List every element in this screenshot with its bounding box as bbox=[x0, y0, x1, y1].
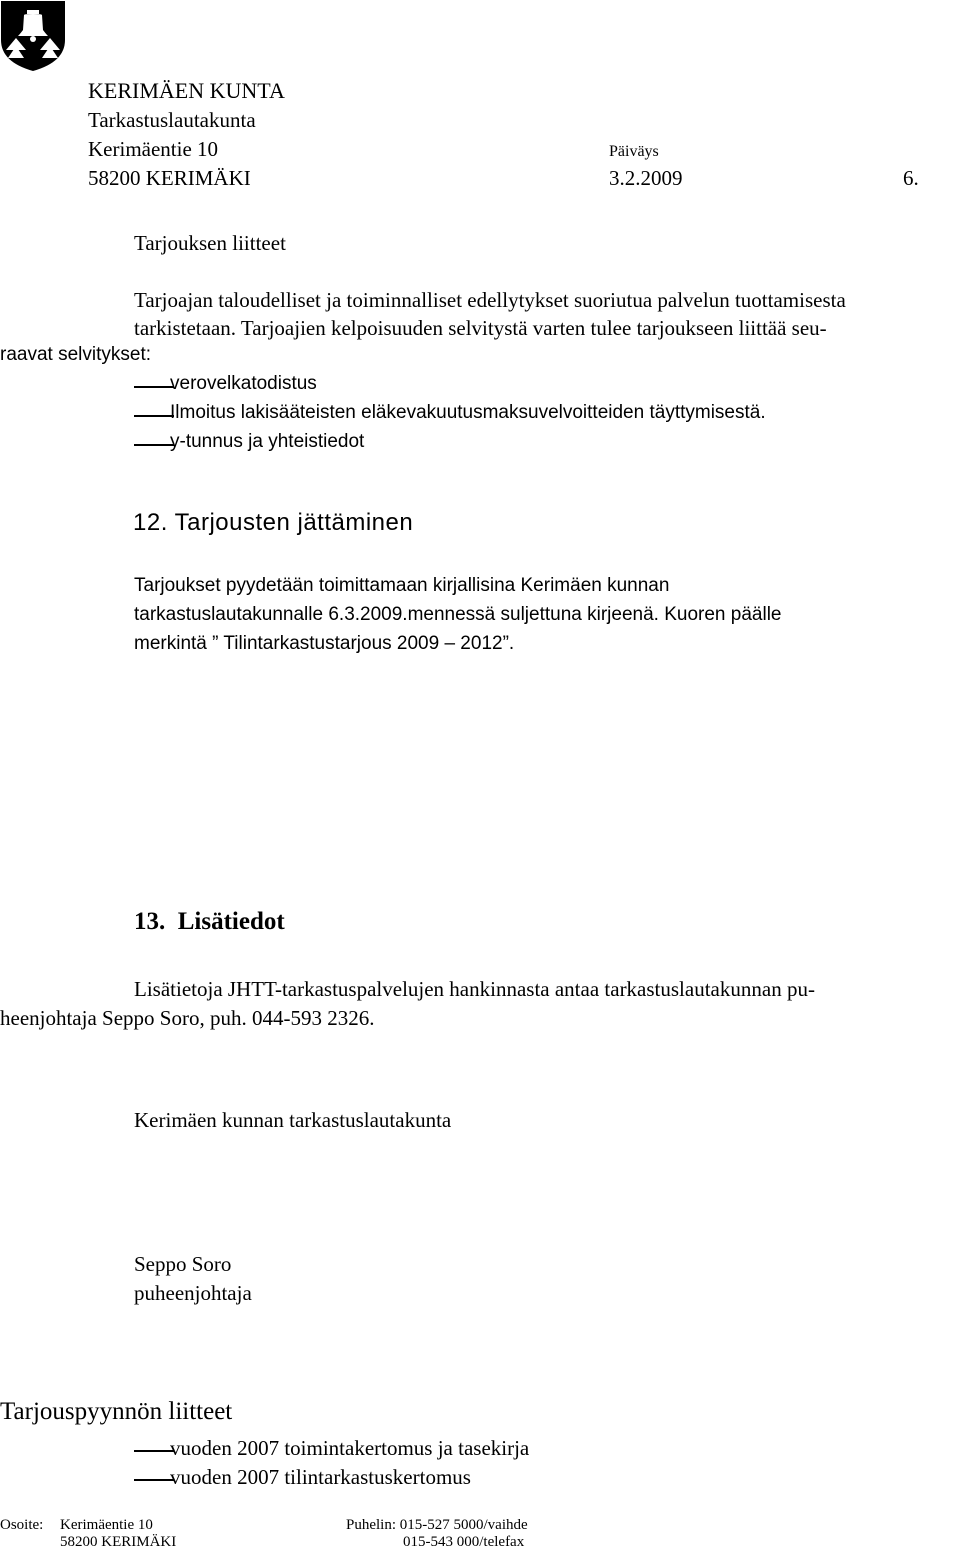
date-label: Päiväys bbox=[609, 143, 659, 160]
attachments-heading: Tarjouksen liitteet bbox=[134, 231, 286, 255]
header-city: 58200 KERIMÄKI bbox=[88, 166, 251, 190]
list-item: vuoden 2007 toimintakertomus ja tasekirja bbox=[170, 1436, 530, 1460]
section-12-line3: merkintä ” Tilintarkastustarjous 2009 – 2012”. bbox=[134, 633, 515, 654]
attachments-text-line1: Tarjoajan taloudelliset ja toiminnalliset edellytykset suoriutua palvelun tuottamisesta bbox=[134, 288, 846, 312]
footer-city: 58200 KERIMÄKI bbox=[60, 1534, 177, 1550]
section-12-heading: 12. Tarjousten jättäminen bbox=[133, 509, 414, 536]
attachments-text-line2: tarkistetaan. Tarjoajien kelpoisuuden selvitystä varten tulee tarjoukseen liittää seu- bbox=[134, 316, 827, 340]
coat-of-arms-logo-icon bbox=[0, 0, 66, 72]
list-bullet-dash bbox=[134, 415, 174, 417]
request-attachments-heading: Tarjouspyynnön liitteet bbox=[0, 1398, 233, 1425]
org-name: KERIMÄEN KUNTA bbox=[88, 78, 285, 103]
list-item: y-tunnus ja yhteistiedot bbox=[170, 431, 365, 452]
footer-phone: Puhelin: 015-527 5000/vaihde bbox=[346, 1517, 528, 1533]
list-item: verovelkatodistus bbox=[170, 373, 317, 394]
list-item: vuoden 2007 tilintarkastuskertomus bbox=[170, 1465, 471, 1489]
footer-address-label: Osoite: bbox=[0, 1517, 44, 1533]
section-13-line2: heenjohtaja Seppo Soro, puh. 044-593 2326. bbox=[0, 1006, 375, 1030]
department-name: Tarkastuslautakunta bbox=[88, 108, 256, 132]
signature-name: Seppo Soro bbox=[134, 1252, 232, 1276]
section-12-line2: tarkastuslautakunnalle 6.3.2009.mennessä suljettuna kirjeenä. Kuoren päälle bbox=[134, 604, 782, 625]
section-13-line1: Lisätietoja JHTT-tarkastuspalvelujen hankinnasta antaa tarkastuslautakunnan pu- bbox=[134, 977, 815, 1001]
section-12-line1: Tarjoukset pyydetään toimittamaan kirjallisina Kerimäen kunnan bbox=[134, 575, 670, 596]
footer-street: Kerimäentie 10 bbox=[60, 1517, 153, 1533]
list-bullet-dash bbox=[134, 386, 174, 388]
date-value: 3.2.2009 bbox=[609, 166, 683, 190]
signature-organisation: Kerimäen kunnan tarkastuslautakunta bbox=[134, 1108, 452, 1132]
page-number: 6. bbox=[903, 166, 919, 190]
footer-fax: 015-543 000/telefax bbox=[403, 1534, 525, 1550]
header-street: Kerimäentie 10 bbox=[88, 137, 219, 161]
section-13-heading: 13. Lisätiedot bbox=[134, 908, 285, 935]
list-bullet-dash bbox=[134, 1479, 174, 1481]
signature-title: puheenjohtaja bbox=[134, 1281, 252, 1305]
attachments-text-line3: raavat selvitykset: bbox=[0, 344, 151, 365]
list-bullet-dash bbox=[134, 1450, 174, 1452]
list-item: Ilmoitus lakisääteisten eläkevakuutusmaksuvelvoitteiden täyttymisestä. bbox=[170, 402, 766, 423]
list-bullet-dash bbox=[134, 444, 174, 446]
